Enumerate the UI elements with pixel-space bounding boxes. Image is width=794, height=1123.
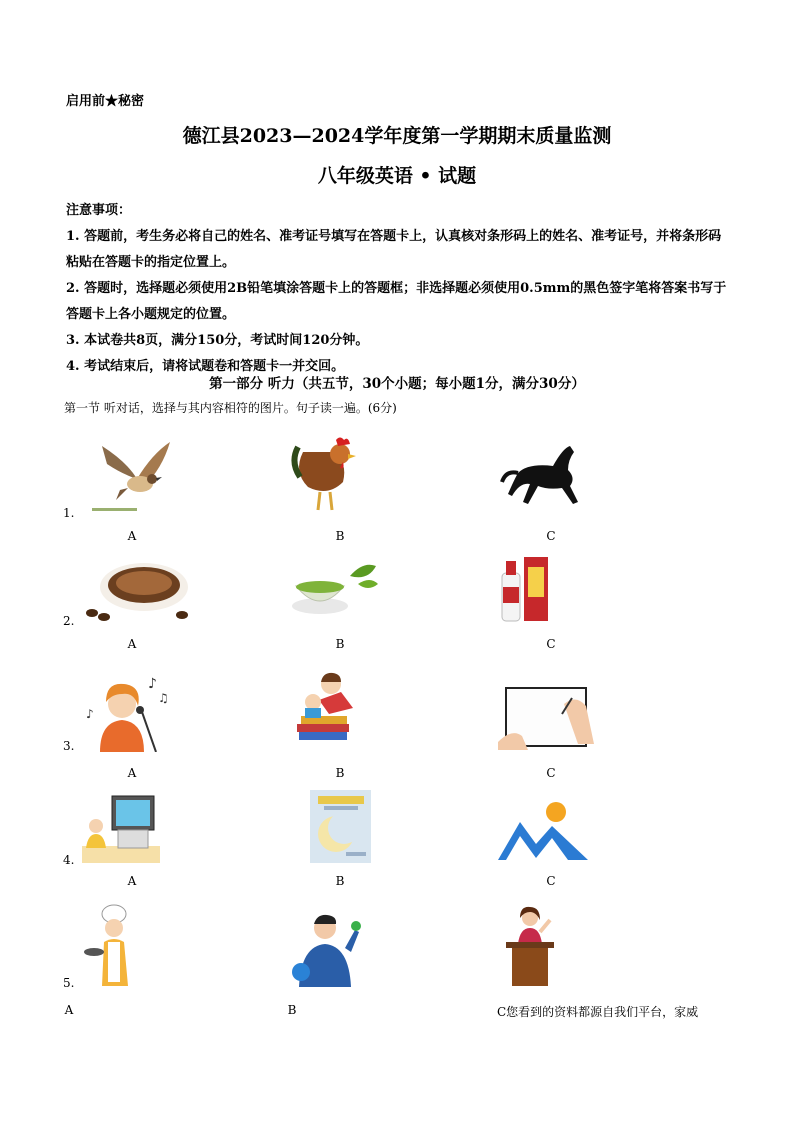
notice-heading: 注意事项： — [66, 203, 132, 218]
question-number: 1. — [63, 506, 75, 520]
svg-text:♪: ♪ — [148, 676, 157, 692]
option-label: B — [335, 637, 345, 651]
rooster-icon — [288, 432, 374, 517]
horse-icon — [498, 438, 593, 516]
option-label: C — [546, 874, 556, 888]
section-one-title: 第一节 听对话，选择与其内容相符的图片。句子读一遍。(6分) — [64, 401, 397, 415]
notice-item: 2. 答题时，选择题必须使用2B铅笔填涂答题卡上的答题框；非选择题必须使用0.5mm的黑色签字笔将答案书写于答题卡上各小题规定的位置。 — [66, 281, 727, 322]
reading-kids-icon — [291, 664, 365, 746]
option-label: A — [127, 766, 137, 780]
green-tea-icon — [288, 556, 382, 623]
singer-icon — [82, 672, 170, 752]
option-label: B — [335, 529, 345, 543]
moon-poster-icon — [310, 790, 371, 863]
option-label: C — [546, 766, 556, 780]
liquor-icon — [498, 553, 552, 626]
option-label: C — [546, 637, 556, 651]
mountains-icon — [498, 800, 588, 863]
notice-item: 1. 答题前，考生务必将自己的姓名、准考证号填写在答题卡上，认真核对条形码上的姓名、准考证号，并将条形码粘贴在答题卡的指定位置上。 — [66, 229, 722, 270]
notice-item: 3. 本试卷共8页，满分150分，考试时间120分钟。 — [66, 333, 369, 348]
cook-icon — [82, 902, 144, 987]
part-one-title: 第一部分 听力（共五节，30个小题；每小题1分，满分30分） — [209, 376, 585, 392]
coffee-icon — [82, 555, 197, 623]
exam-subtitle: 八年级英语 • 试题 — [317, 165, 477, 187]
option-label: C — [546, 529, 556, 543]
option-label: A — [64, 1003, 74, 1017]
option-label: A — [127, 637, 137, 651]
option-label: A — [127, 874, 137, 888]
question-number: 5. — [63, 976, 75, 990]
notice-section — [66, 198, 734, 380]
option-label: B — [335, 766, 345, 780]
worker-icon — [289, 908, 365, 987]
bird-icon — [82, 424, 187, 516]
option-label: B — [287, 1003, 297, 1017]
svg-text:♫: ♫ — [158, 691, 169, 705]
option-label: B — [335, 874, 345, 888]
confidential-label: 启用前★秘密 — [66, 94, 145, 109]
svg-text:♪: ♪ — [86, 707, 94, 721]
tv-watching-icon — [82, 790, 160, 863]
exam-title: 德江县2023—2024学年度第一学期期末质量监测 — [182, 125, 612, 147]
writing-hands-icon — [498, 684, 594, 751]
notice-item: 4. 考试结束后，请将试题卷和答题卡一并交回。 — [66, 359, 345, 374]
question-number: 2. — [63, 614, 75, 628]
teacher-icon — [500, 904, 560, 988]
question-number: 3. — [63, 739, 75, 753]
option-label: A — [127, 529, 137, 543]
option-label: C您看到的资料都源自我们平台，家威 — [497, 1005, 699, 1019]
question-number: 4. — [63, 853, 75, 867]
